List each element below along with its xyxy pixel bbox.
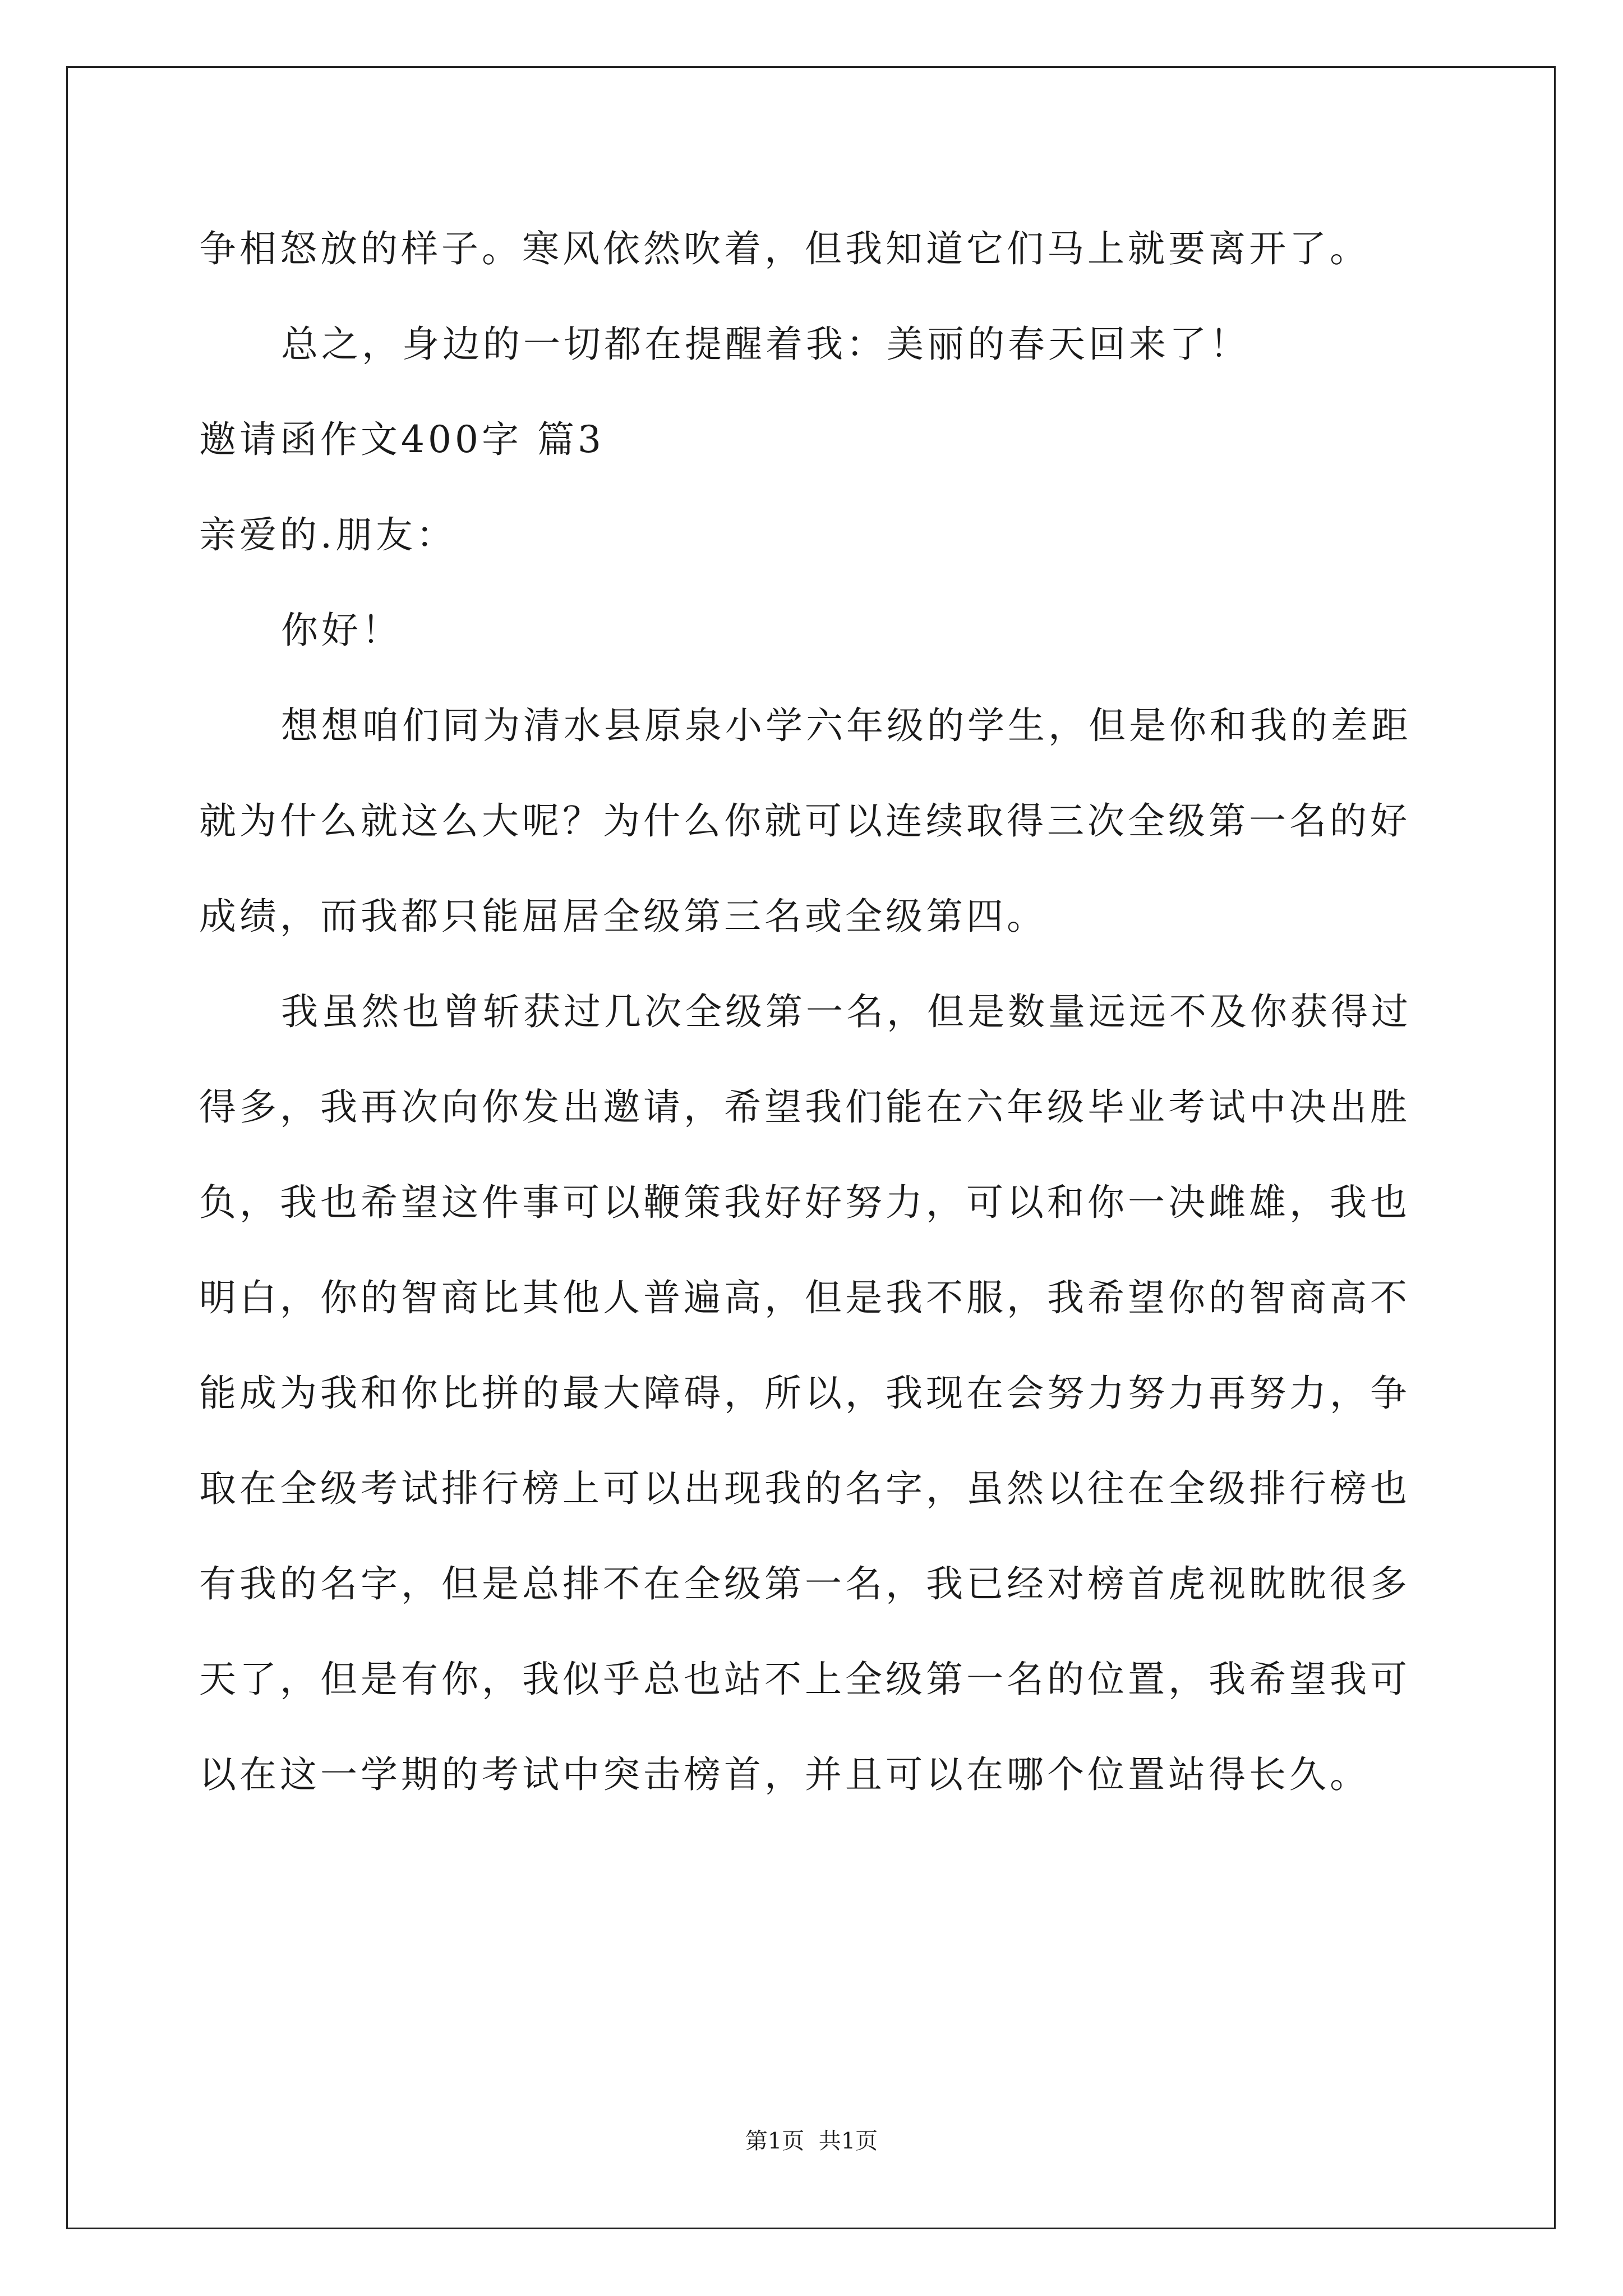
text-line: 我虽然也曾斩获过几次全级第一名，但是数量远远不及你获得过 [281, 990, 1412, 1033]
page-border [66, 66, 1556, 2229]
salutation: 亲爱的.朋友： [199, 513, 457, 556]
text-line: 想想咱们同为清水县原泉小学六年级的学生，但是你和我的差距 [281, 704, 1412, 747]
text-line: 有我的名字，但是总排不在全级第一名，我已经对榜首虎视眈眈很多 [199, 1562, 1410, 1605]
greeting: 你好！ [281, 609, 402, 652]
text-line: 取在全级考试排行榜上可以出现我的名字，虽然以往在全级排行榜也 [199, 1467, 1410, 1510]
text-line: 就为什么就这么大呢？为什么你就可以连续取得三次全级第一名的好 [199, 799, 1410, 843]
text-line: 以在这一学期的考试中突击榜首，并且可以在哪个位置站得长久。 [199, 1753, 1370, 1796]
text-line: 能成为我和你比拼的最大障碍，所以，我现在会努力努力再努力，争 [199, 1372, 1410, 1415]
text-line: 得多，我再次向你发出邀请，希望我们能在六年级毕业考试中决出胜 [199, 1085, 1410, 1129]
text-line: 明白，你的智商比其他人普遍高，但是我不服，我希望你的智商高不 [199, 1276, 1410, 1319]
text-line: 争相怒放的样子。寒风依然吹着，但我知道它们马上就要离开了。 [199, 227, 1370, 270]
text-line: 天了，但是有你，我似乎总也站不上全级第一名的位置，我希望我可 [199, 1658, 1410, 1701]
text-line: 成绩，而我都只能屈居全级第三名或全级第四。 [199, 895, 1047, 938]
text-line: 负，我也希望这件事可以鞭策我好好努力，可以和你一决雌雄，我也 [199, 1181, 1410, 1224]
page-footer: 第1页 共1页 [745, 2128, 878, 2154]
text-line: 总之，身边的一切都在提醒着我：美丽的春天回来了！ [281, 323, 1250, 366]
section-heading: 邀请函作文400字 篇3 [199, 418, 605, 461]
